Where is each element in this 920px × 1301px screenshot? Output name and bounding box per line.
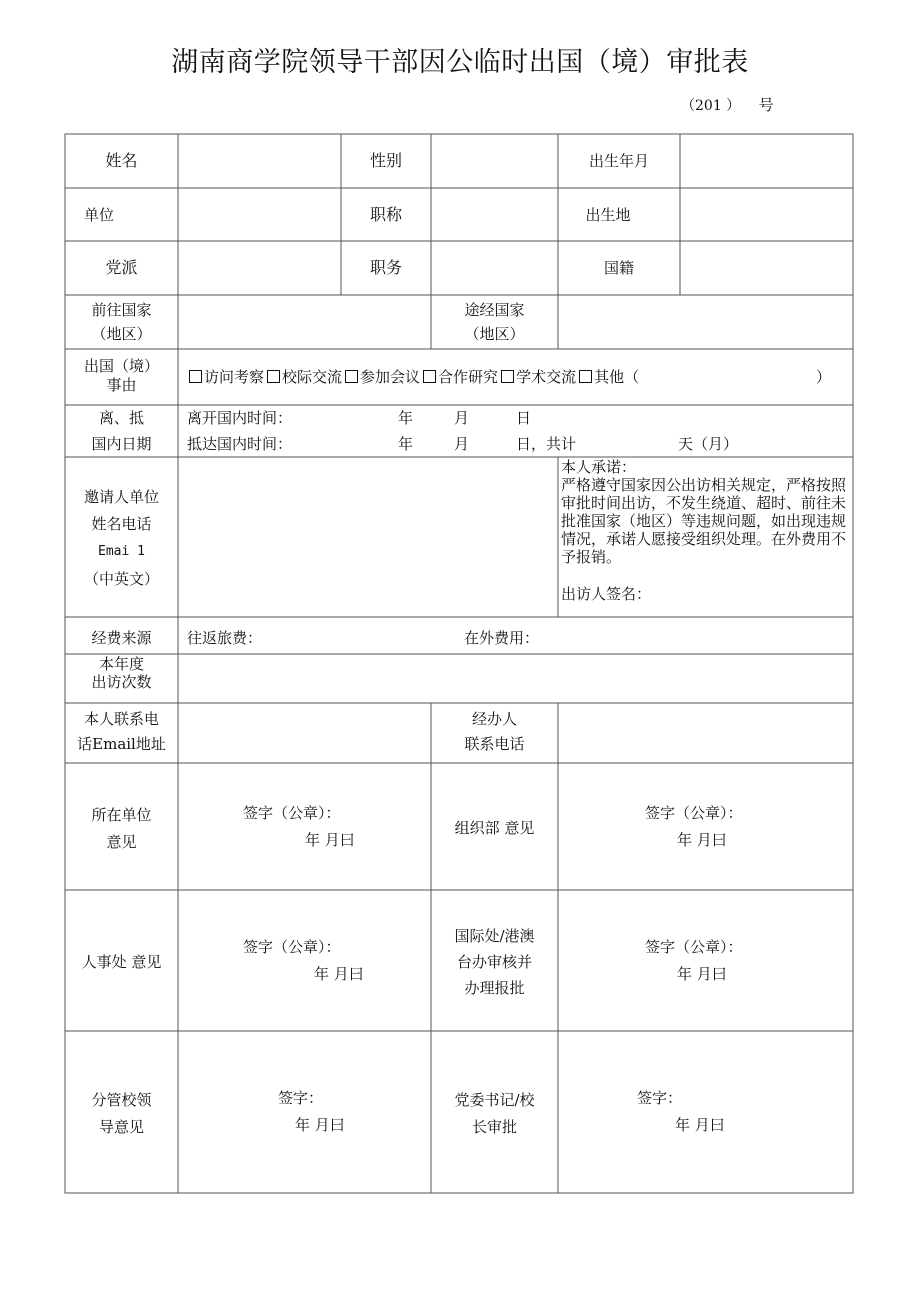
dates-label-2: 国内日期 — [91, 435, 152, 453]
arrive-month: 月 — [454, 435, 470, 453]
hr-date-label: 年 月曰 — [314, 965, 364, 983]
reason-options — [186, 364, 639, 390]
reason-label-1: 出国（境） — [83, 357, 159, 375]
job-title-label: 职称 — [369, 205, 402, 224]
reason-other-close: ） — [816, 368, 832, 386]
visits-label-2: 出访次数 — [91, 673, 152, 691]
intl-date-label: 年 月曰 — [677, 965, 727, 983]
hr-seal-label: 签字（公章）： — [243, 938, 341, 956]
depart-month: 月 — [454, 409, 470, 427]
self-contact-label-1: 本人联系电 — [83, 710, 159, 728]
option-visit: 访问考察 — [204, 368, 265, 386]
unit-date-label: 年 月曰 — [305, 831, 355, 849]
arrive-day-total: 日，共计 — [516, 435, 577, 453]
arrive-year: 年 — [398, 435, 414, 453]
traveler-signature-label: 出访人签名： — [561, 585, 652, 603]
vp-date-label: 年 月曰 — [295, 1116, 345, 1134]
intl-office-label-2: 台办审核并 — [456, 953, 532, 971]
intl-seal-label: 签字（公章）： — [645, 938, 743, 956]
nationality-label: 国籍 — [603, 259, 634, 277]
checkbox-exchange[interactable] — [267, 370, 280, 383]
secretary-label-1: 党委书记/校 — [454, 1091, 535, 1109]
handler-label-2: 联系电话 — [464, 735, 525, 753]
option-academic: 学术交流 — [516, 368, 577, 386]
doc-number-prefix: （201 — [681, 98, 722, 114]
birth-date-label: 出生年月 — [588, 152, 649, 170]
days-unit: 天（月） — [678, 435, 739, 453]
self-contact-label-2: 话Email地址 — [77, 735, 166, 753]
intl-office-label-1: 国际处/港澳 — [454, 927, 535, 945]
form-title: 湖南商学院领导干部因公临时出国（境）审批表 — [171, 47, 749, 78]
doc-number-suffix: ） — [726, 98, 741, 114]
unit-opinion-label-1: 所在单位 — [91, 806, 152, 824]
commitment-text: 严格遵守国家因公出访相关规定，严格按照审批时间出访，不发生绕道、超时、前往未批准国家（地区）等违规问题，如出现违规情况，承诺人愿接受组织处理。在外费用不予报销。 — [561, 476, 847, 566]
checkbox-academic[interactable] — [501, 370, 514, 383]
inviter-label-3: Emai 1 — [98, 544, 145, 559]
dates-label-1: 离、抵 — [98, 409, 144, 427]
org-seal-label: 签字（公章）： — [645, 804, 743, 822]
destination-label-2: （地区） — [91, 325, 152, 343]
checkbox-other[interactable] — [579, 370, 592, 383]
inviter-label-1: 邀请人单位 — [83, 488, 159, 506]
secretary-label-2: 长审批 — [471, 1118, 517, 1136]
travel-cost-label: 往返旅费： — [187, 629, 263, 647]
hr-opinion-label: 人事处 意见 — [81, 953, 162, 971]
reason-label-2: 事由 — [106, 376, 137, 394]
transit-label-1: 途经国家 — [464, 301, 525, 319]
depart-label: 离开国内时间： — [187, 409, 293, 427]
unit-label: 单位 — [84, 206, 115, 224]
checkbox-visit[interactable] — [189, 370, 202, 383]
unit-opinion-label-2: 意见 — [106, 833, 137, 851]
unit-seal-label: 签字（公章）： — [243, 804, 341, 822]
option-conference: 参加会议 — [360, 368, 421, 386]
inviter-label-4: （中英文） — [83, 570, 159, 588]
secretary-sign-label: 签字： — [637, 1089, 683, 1107]
visits-label-1: 本年度 — [98, 655, 144, 673]
intl-office-label-3: 办理报批 — [464, 979, 525, 997]
commitment-block — [561, 458, 847, 603]
arrive-label: 抵达国内时间： — [187, 435, 293, 453]
vp-opinion-label-2: 导意见 — [98, 1118, 144, 1136]
gender-label: 性别 — [369, 151, 402, 170]
name-label: 姓名 — [105, 151, 138, 170]
option-other: 其他（ — [594, 368, 640, 386]
funding-label: 经费来源 — [91, 629, 152, 647]
option-exchange: 校际交流 — [282, 368, 343, 386]
position-label: 职务 — [369, 258, 402, 277]
org-date-label: 年 月曰 — [677, 831, 727, 849]
transit-label-2: （地区） — [464, 325, 525, 343]
org-dept-opinion-label: 组织部 意见 — [454, 819, 535, 837]
checkbox-research[interactable] — [423, 370, 436, 383]
depart-day: 日 — [516, 409, 532, 427]
option-research: 合作研究 — [438, 368, 499, 386]
depart-year: 年 — [398, 409, 414, 427]
vp-opinion-label-1: 分管校领 — [91, 1091, 152, 1109]
commitment-heading: 本人承诺： — [561, 458, 637, 476]
destination-label-1: 前往国家 — [91, 301, 152, 319]
document-number — [681, 94, 774, 115]
handler-label-1: 经办人 — [471, 710, 517, 728]
vp-sign-label: 签字： — [278, 1089, 324, 1107]
party-label: 党派 — [105, 258, 138, 277]
secretary-date-label: 年 月曰 — [675, 1116, 725, 1134]
abroad-cost-label: 在外费用： — [464, 629, 540, 647]
birthplace-label: 出生地 — [585, 206, 631, 224]
doc-number-label: 号 — [758, 96, 774, 114]
inviter-label-2: 姓名电话 — [91, 515, 152, 533]
checkbox-conference[interactable] — [345, 370, 358, 383]
